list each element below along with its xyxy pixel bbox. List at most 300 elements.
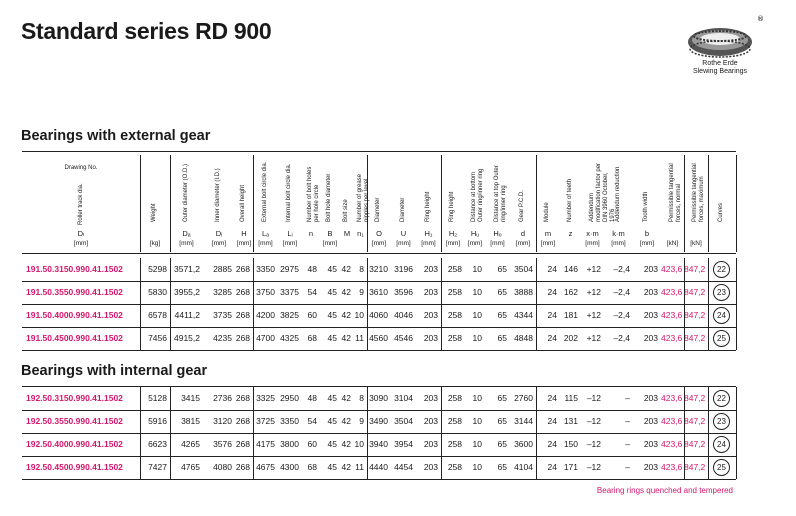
table-cell: 268 (235, 462, 250, 472)
drawing-number: 192.50.4000.990.41.1502 (26, 439, 123, 449)
table-cell: 11 (355, 333, 364, 343)
table-cell: 3815 (181, 416, 200, 426)
table-cell: 45 (327, 264, 337, 274)
header-label-25: Curves (718, 202, 724, 222)
table-cell: 3888 (514, 287, 533, 297)
row-divider (708, 387, 709, 479)
curve-number: 25 (713, 459, 730, 476)
table-cell: 4300 (280, 462, 299, 472)
header-symbol-8: B (327, 229, 333, 238)
row-divider (536, 387, 537, 479)
table-cell: 3610 (369, 287, 388, 297)
table-cell: 4440 (369, 462, 388, 472)
table-cell: 54 (307, 287, 317, 297)
table-cell: 10 (472, 333, 482, 343)
table-cell: 268 (235, 393, 250, 403)
table-cell: 45 (327, 416, 337, 426)
table-cell: 45 (327, 287, 337, 297)
table-cell: 65 (497, 416, 507, 426)
table-cell: 42 (341, 333, 351, 343)
table-cell: 4700 (256, 333, 275, 343)
table-cell: 2760 (514, 393, 533, 403)
table-cell: 65 (497, 310, 507, 320)
header-unit-24: [kN] (690, 240, 702, 247)
table-cell: 3940 (369, 439, 388, 449)
drawing-number: 191.50.3150.990.41.1502 (26, 264, 123, 274)
table-cell: 8 (359, 264, 364, 274)
table-cell: 24 (547, 264, 557, 274)
header-label-3: Inner diameter (I.D.) (215, 168, 221, 222)
table-cell: 171 (563, 462, 578, 472)
curve-number: 23 (713, 413, 730, 430)
header-label-22: Tooth width (643, 191, 649, 222)
table-cell: 268 (235, 287, 250, 297)
table-cell: 2736 (213, 393, 232, 403)
table-cell: 258 (447, 333, 462, 343)
table-row (22, 281, 736, 303)
table-cell: 258 (447, 310, 462, 320)
table-cell: 65 (497, 393, 507, 403)
header-symbol-3: Dᵢ (215, 229, 223, 238)
table-cell: 10 (472, 393, 482, 403)
header-unit-15: [mm] (467, 240, 483, 247)
table-cell: –2,4 (613, 287, 630, 297)
table-cell: 115 (564, 393, 578, 403)
footnote: Bearing rings quenched and tempered (596, 486, 733, 495)
table-cell: 68 (307, 462, 317, 472)
table-cell: 847,2 (684, 393, 706, 403)
table-cell: 423,6 (661, 287, 683, 297)
curve-number: 24 (713, 436, 730, 453)
table-cell: 203 (643, 287, 658, 297)
header-label-9: Bolt size (343, 199, 349, 222)
table-cell: 4560 (369, 333, 388, 343)
table-cell: 203 (643, 439, 658, 449)
table-cell: 3504 (514, 264, 533, 274)
header-symbol-17: d (520, 229, 526, 238)
table-cell: 3350 (280, 416, 299, 426)
header-drawing-no: Drawing No. (64, 165, 98, 171)
table-cell: 3104 (394, 393, 413, 403)
header-label-18: Module (544, 202, 550, 222)
row-divider (170, 258, 171, 350)
drawing-number: 192.50.3150.990.41.1502 (26, 393, 123, 403)
table-cell: 4200 (256, 310, 275, 320)
table-cell: 258 (447, 393, 462, 403)
logo-line-1: Rothe Erde (702, 60, 738, 67)
table-cell: 42 (341, 393, 351, 403)
table-cell: 203 (423, 462, 438, 472)
table-cell: 3725 (256, 416, 275, 426)
row-divider (684, 258, 685, 350)
table-cell: 203 (423, 287, 438, 297)
section-title-internal: Bearings with internal gear (21, 363, 208, 379)
header-label-1: Weight (151, 203, 157, 222)
header-symbol-13: H₁ (424, 229, 433, 238)
table-cell: – (625, 393, 630, 403)
registered-mark: ® (757, 15, 764, 23)
header-symbol-2: Dₐ (182, 229, 191, 238)
table-cell: 3325 (256, 393, 275, 403)
table-row (22, 410, 736, 432)
table-cell: 45 (327, 439, 337, 449)
table-row (22, 387, 736, 409)
table-cell: 203 (643, 462, 658, 472)
header-symbol-14: H₂ (448, 229, 458, 238)
header-unit-8: [mm] (322, 240, 338, 247)
header-unit-3: [mm] (211, 240, 227, 247)
table-cell: 24 (547, 310, 557, 320)
table-cell: 7456 (148, 333, 167, 343)
header-symbol-7: n (308, 229, 314, 238)
header-divider (253, 155, 254, 252)
logo-text (650, 60, 790, 76)
table-cell: 45 (327, 333, 337, 343)
row-divider (684, 387, 685, 479)
table-cell: 4060 (369, 310, 388, 320)
table-cell: 24 (547, 287, 557, 297)
table-cell: 423,6 (661, 416, 683, 426)
table-cell: 268 (235, 310, 250, 320)
table-cell: 4848 (514, 333, 533, 343)
table-cell: 65 (497, 264, 507, 274)
table-cell: 423,6 (661, 439, 683, 449)
header-unit-22: [mm] (639, 240, 655, 247)
header-label-23: Permissible tangential forces, normal (668, 163, 682, 222)
table-cell: 3600 (514, 439, 533, 449)
header-roller-track-dia: Roller track dia. (78, 183, 84, 225)
header-unit-2: [mm] (179, 240, 194, 247)
table-cell: 6623 (148, 439, 167, 449)
table-cell: 268 (235, 439, 250, 449)
header-label-17: Gear P.C.D. (519, 190, 525, 222)
table-cell: 60 (307, 439, 317, 449)
table-cell: –12 (586, 439, 601, 449)
table-cell: 3090 (369, 393, 388, 403)
header-symbol-16: Hₒ (493, 229, 502, 238)
header-symbol-19: z (568, 229, 573, 238)
table-cell: 3285 (213, 287, 232, 297)
table-cell: 65 (497, 287, 507, 297)
table-cell: 203 (423, 333, 438, 343)
drawing-number: 191.50.4500.990.41.1502 (26, 333, 123, 343)
table-cell: 4454 (394, 462, 413, 472)
table-cell: 258 (447, 264, 462, 274)
table-cell: 10 (472, 439, 482, 449)
table-cell: 24 (547, 393, 557, 403)
header-unit-21: [mm] (611, 240, 626, 247)
header-divider (536, 155, 537, 252)
table-cell: 42 (341, 310, 351, 320)
table-cell: 203 (423, 439, 438, 449)
table-cell: 203 (423, 393, 438, 403)
header-divider (441, 155, 442, 252)
table-cell: 268 (235, 264, 250, 274)
table-cell: 24 (547, 439, 557, 449)
table-cell: 3415 (181, 393, 200, 403)
header-divider (736, 155, 737, 252)
curve-number: 22 (713, 390, 730, 407)
table-cell: 4546 (394, 333, 413, 343)
table-cell: 203 (643, 264, 658, 274)
table-cell: 203 (643, 333, 658, 343)
table-cell: 203 (423, 416, 438, 426)
table-cell: 4411,2 (174, 310, 200, 320)
table-cell: 11 (355, 462, 364, 472)
table-cell: 65 (497, 333, 507, 343)
table-cell: 4675 (256, 462, 275, 472)
row-divider (736, 387, 737, 479)
table-cell: 42 (341, 416, 351, 426)
table-cell: 258 (447, 439, 462, 449)
table-cell: 3350 (256, 264, 275, 274)
table-cell: 131 (563, 416, 578, 426)
header-unit-0: [mm] (73, 240, 89, 247)
table-cell: –2,4 (613, 333, 630, 343)
header-label-12: Diameter (399, 197, 406, 222)
table-row (22, 456, 736, 478)
table-cell: 42 (341, 439, 351, 449)
header-unit-12: [mm] (396, 240, 411, 247)
drawing-number: 191.50.4000.990.41.1502 (26, 310, 123, 320)
table-cell: 65 (497, 439, 507, 449)
row-divider (441, 258, 442, 350)
header-label-19: Number of teeth (566, 178, 573, 222)
header-unit-18: [mm] (540, 240, 556, 247)
header-unit-16: [mm] (490, 240, 505, 247)
table-cell: 423,6 (661, 462, 683, 472)
header-symbol-6: Lᵢ (287, 229, 293, 238)
header-unit-20: [mm] (585, 240, 600, 247)
header-symbol-18: m (544, 229, 552, 238)
table-cell: 146 (563, 264, 578, 274)
header-label-20: Addendum modification factor per DIN 3960 October, 1976 (588, 162, 616, 222)
row-divider (441, 387, 442, 479)
table-cell: 203 (643, 416, 658, 426)
table-cell: 203 (423, 264, 438, 274)
table-cell: 10 (472, 416, 482, 426)
table-cell: 4235 (213, 333, 232, 343)
table-cell: 3825 (280, 310, 299, 320)
table-cell: 42 (341, 462, 351, 472)
table-cell: 847,2 (684, 310, 706, 320)
header-divider (367, 155, 368, 252)
table-cell: 48 (307, 393, 317, 403)
table-cell: 2885 (213, 264, 232, 274)
table-cell: 5128 (148, 393, 167, 403)
header-unit-14: [mm] (445, 240, 461, 247)
table-cell: 3375 (280, 287, 299, 297)
table-cell: 268 (235, 416, 250, 426)
header-label-21: Addendum reduction (614, 166, 621, 222)
header-label-13: Ring height (424, 191, 431, 222)
table-cell: 3954 (394, 439, 413, 449)
curve-number: 22 (713, 261, 730, 278)
table-cell: +12 (586, 333, 601, 343)
table-cell: 4344 (514, 310, 533, 320)
table-cell: 10 (354, 439, 364, 449)
header-unit-6: [mm] (282, 240, 298, 247)
row-divider (253, 258, 254, 350)
header-label-5: External bolt circle dia. (261, 161, 268, 222)
curve-number: 25 (713, 330, 730, 347)
drawing-number: 192.50.3550.990.41.1502 (26, 416, 123, 426)
table-cell: –12 (586, 393, 601, 403)
table-cell: 3120 (213, 416, 232, 426)
table-cell: 45 (327, 462, 337, 472)
header-symbol-15: Hᵤ (470, 229, 480, 238)
header-label-8: Bolt hole diameter (326, 173, 332, 222)
header-unit-13: [mm] (421, 240, 436, 247)
table-cell: 258 (447, 462, 462, 472)
table-cell: 4265 (181, 439, 200, 449)
table-cell: 42 (341, 264, 351, 274)
table-cell: 10 (472, 287, 482, 297)
row-divider (736, 258, 737, 350)
table-cell: 268 (235, 333, 250, 343)
drawing-number: 192.50.4500.990.41.1502 (26, 462, 123, 472)
table-cell: +12 (586, 287, 601, 297)
table-cell: 5298 (148, 264, 167, 274)
table-cell: –2,4 (613, 264, 630, 274)
table-cell: 150 (563, 439, 578, 449)
table-cell: 847,2 (684, 439, 706, 449)
table-cell: 3750 (256, 287, 275, 297)
row-divider (140, 387, 141, 479)
header-label-6: Internal bolt circle dia. (286, 163, 292, 222)
table-cell: 3576 (213, 439, 232, 449)
table-cell: 10 (472, 462, 482, 472)
header-label-15: Distance at bottom Outer ring/inner ring (471, 168, 484, 222)
table-cell: 24 (547, 333, 557, 343)
table-cell: 423,6 (661, 310, 683, 320)
header-label-14: Ring height (449, 191, 455, 222)
table-cell: 4765 (181, 462, 200, 472)
header-symbol-9: M (343, 229, 351, 238)
table-cell: 10 (472, 310, 482, 320)
table-cell: 10 (472, 264, 482, 274)
drawing-number: 191.50.3550.990.41.1502 (26, 287, 123, 297)
table-cell: – (625, 416, 630, 426)
header-symbol-10: n₁ (357, 229, 364, 238)
table-cell: 10 (354, 310, 364, 320)
table-cell: –2,4 (613, 310, 630, 320)
table-cell: 45 (327, 310, 337, 320)
table-cell: 7427 (148, 462, 167, 472)
table-cell: 3504 (394, 416, 413, 426)
header-divider (140, 155, 141, 252)
table-cell: 847,2 (684, 287, 706, 297)
header-unit-23: [kN] (666, 240, 679, 247)
header-unit-17: [mm] (515, 240, 531, 247)
table-cell: 3735 (213, 310, 232, 320)
table-cell: 258 (447, 287, 462, 297)
header-label-7: Number of bolt holes per hole circle (307, 166, 320, 222)
table-cell: 4175 (256, 439, 275, 449)
table-cell: 24 (547, 416, 557, 426)
header-unit-11: [mm] (371, 240, 387, 247)
table-cell: 60 (307, 310, 317, 320)
table-row (22, 304, 736, 326)
header-label-24: Permissible tangential forces, maximum (692, 163, 705, 222)
table-cell: 3571,2 (174, 264, 200, 274)
table-cell: 4046 (394, 310, 413, 320)
table-cell: 48 (307, 264, 317, 274)
row-divider (536, 258, 537, 350)
table-cell: 3144 (514, 416, 533, 426)
table-row (22, 433, 736, 455)
table-cell: 202 (563, 333, 578, 343)
table-cell: –12 (586, 462, 601, 472)
table-cell: 9 (359, 416, 364, 426)
table-cell: 423,6 (661, 393, 683, 403)
table-cell: 162 (563, 287, 578, 297)
row-divider (170, 387, 171, 479)
table-cell: 258 (447, 416, 462, 426)
table-cell: 3800 (280, 439, 299, 449)
header-unit-5: [mm] (258, 240, 273, 247)
table-cell: 5830 (148, 287, 167, 297)
header-symbol-20: x·m (586, 229, 599, 238)
row-rule (22, 350, 736, 351)
table-cell: 42 (341, 287, 351, 297)
table-cell: 4325 (280, 333, 299, 343)
header-symbol-21: k·m (612, 229, 625, 238)
table-top-rule (22, 151, 736, 152)
table-cell: 203 (643, 393, 658, 403)
table-row (22, 327, 736, 349)
logo-line-2: Slewing Bearings (692, 68, 748, 75)
row-divider (708, 258, 709, 350)
table-cell: 9 (359, 287, 364, 297)
page-title: Standard series RD 900 (21, 18, 272, 44)
header-divider (170, 155, 171, 252)
table-cell: 847,2 (684, 264, 706, 274)
table-cell: 181 (563, 310, 578, 320)
header-symbol-5: Lₐ (262, 229, 269, 238)
section-title-external: Bearings with external gear (21, 128, 211, 144)
table-cell: 3596 (394, 287, 413, 297)
table-row (22, 258, 736, 280)
table-cell: 3210 (369, 264, 388, 274)
table-cell: 4080 (213, 462, 232, 472)
table-cell: 203 (423, 310, 438, 320)
header-divider (708, 155, 709, 252)
header-bottom-rule (22, 253, 736, 254)
header-symbol-22: b (644, 229, 650, 238)
table-cell: 847,2 (684, 416, 706, 426)
table-cell: – (625, 462, 630, 472)
row-rule (22, 479, 736, 480)
table-cell: +12 (586, 310, 601, 320)
table-cell: 3955,2 (174, 287, 200, 297)
table-cell: +12 (586, 264, 601, 274)
table-cell: 24 (547, 462, 557, 472)
table-cell: 4915,2 (174, 333, 200, 343)
row-divider (253, 387, 254, 479)
curve-number: 24 (713, 307, 730, 324)
header-symbol-4: H (241, 229, 247, 238)
table-cell: 54 (307, 416, 317, 426)
row-divider (367, 258, 368, 350)
table-cell: 8 (359, 393, 364, 403)
table-cell: 847,2 (684, 333, 706, 343)
table-cell: 3196 (394, 264, 413, 274)
table-cell: 847,2 (684, 462, 706, 472)
header-unit-4: [mm] (236, 240, 252, 247)
header-symbol-0: Dₗ (77, 229, 85, 238)
table-cell: 2975 (280, 264, 299, 274)
